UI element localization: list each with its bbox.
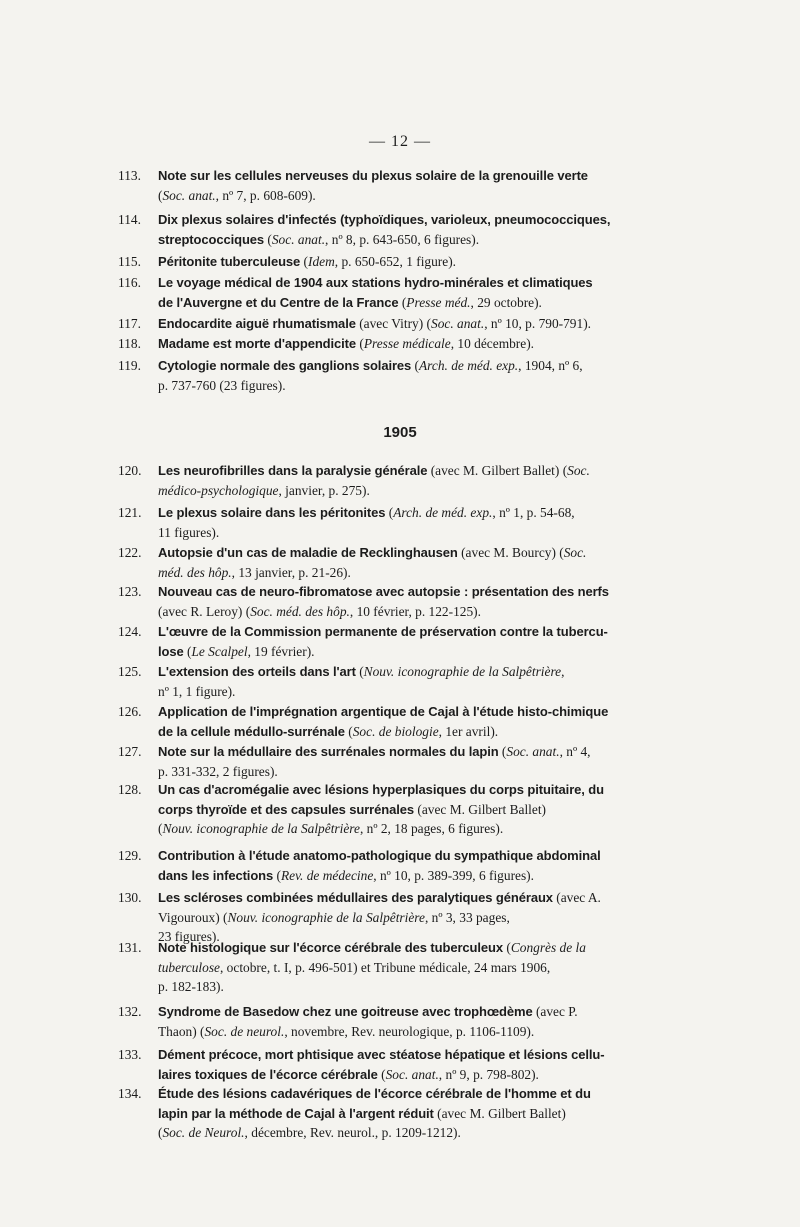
entry-title: Étude des lésions cadavériques de l'écorce cérébrale de l'homme et du (158, 1086, 591, 1101)
entry-line (118, 1084, 670, 1104)
entry-line (118, 230, 670, 250)
entry-title: lose (158, 643, 184, 659)
entry-source: (avec P. (532, 1004, 578, 1019)
entry-line (118, 461, 670, 481)
entry-line (118, 186, 670, 206)
entry-source: , 13 janvier, p. 21-26). (231, 564, 351, 580)
entry-number: 133. (118, 1047, 142, 1062)
entry-line (118, 762, 670, 782)
entry-number: 123. (118, 584, 142, 599)
entry-journal: Soc. (567, 463, 590, 478)
entry-source-prefix: ( (300, 254, 308, 269)
entry-line (118, 819, 670, 839)
entry-journal: Nouv. iconographie de la Salpêtrière (162, 821, 360, 836)
entry-source: , 10 février, p. 122-125). (349, 603, 481, 619)
entry-source: , 19 février). (247, 643, 315, 659)
entry-source: , 1er avril). (438, 723, 499, 739)
bibliography-entry (118, 166, 670, 205)
entry-source-prefix: (avec M. Gilbert Ballet) ( (427, 463, 568, 478)
entry-number: 119. (118, 358, 141, 373)
entry-title: Note sur les cellules nerveuses du plexus solaire de la grenouille verte (158, 168, 588, 183)
entry-journal: Rev. de médecine (280, 867, 374, 883)
page-number: — 12 — (369, 133, 431, 150)
entry-line (118, 866, 670, 886)
entry-source: p. 331-332, 2 figures). (158, 763, 278, 779)
entry-journal: Soc. de neurol. (204, 1023, 285, 1039)
entry-title: de la cellule médullo-surrénale (158, 723, 345, 739)
entry-journal: Soc. (563, 545, 587, 560)
entry-number: 132. (118, 1004, 142, 1019)
entry-title: Péritonite tuberculeuse (158, 254, 301, 269)
entry-title: Dix plexus solaires d'infectés (typhoïdiques, varioleux, pneumococciques, (158, 212, 611, 227)
entry-title: lapin par la méthode de Cajal à l'argent réduit (158, 1105, 434, 1121)
entry-source-prefix: ( (385, 505, 394, 520)
entry-line (118, 523, 670, 543)
entry-title: Dément précoce, mort phtisique avec stéatose hépatique et lésions cellu- (158, 1047, 605, 1062)
entry-source-prefix: ( (503, 940, 511, 955)
entry-title: Les scléroses combinées médullaires des paralytiques généraux (158, 890, 553, 905)
entry-line (118, 1045, 670, 1065)
entry-source: , 1904, nº 6, (518, 358, 583, 373)
bibliography-entry (118, 356, 670, 395)
entry-number: 130. (118, 890, 142, 905)
entry-title: Autopsie d'un cas de maladie de Recklinghausen (158, 545, 458, 560)
entry-source: , p. 650-652, 1 figure). (334, 254, 457, 269)
entry-title: Syndrome de Basedow chez une goitreuse avec trophœdème (158, 1004, 533, 1019)
entry-title: Les neurofibrilles dans la paralysie générale (158, 463, 428, 478)
entry-line (118, 1104, 670, 1124)
entry-title: Le voyage médical de 1904 aux stations hydro-minérales et climatiques (158, 275, 593, 290)
entry-line (118, 846, 670, 866)
bibliography-entry (118, 662, 670, 701)
entry-number: 127. (118, 744, 142, 759)
entry-line (118, 908, 670, 928)
bibliography-entry (118, 461, 670, 500)
entry-title: Note histologique sur l'écorce cérébrale des tuberculeux (158, 940, 503, 955)
bibliography-entry (118, 742, 670, 781)
entry-number: 114. (118, 212, 141, 227)
entry-journal: Presse méd. (406, 294, 471, 310)
entry-title: Le plexus solaire dans les péritonites (158, 505, 386, 520)
entry-source-prefix: ( (183, 643, 192, 659)
entry-line (118, 800, 670, 820)
entry-source: (avec M. Gilbert Ballet) (433, 1105, 566, 1121)
entry-line (118, 210, 670, 230)
entry-line (118, 780, 670, 800)
entry-source: , nº 7, p. 608-609). (215, 187, 316, 203)
entry-number: 128. (118, 782, 142, 797)
entry-source: p. 737-760 (23 figures). (158, 377, 286, 393)
entry-title: de l'Auvergne et du Centre de la France (158, 294, 399, 310)
entry-line (118, 662, 670, 682)
bibliography-entry (118, 334, 670, 354)
entry-line (118, 958, 670, 978)
bibliography-entry (118, 622, 670, 661)
bibliography-entry (118, 582, 670, 621)
entry-source: 23 figures). (158, 929, 220, 944)
entry-journal: Congrès de la (510, 940, 586, 955)
entry-journal: Nouv. iconographie de la Salpêtrière (363, 664, 562, 679)
entry-source-prefix: ( (377, 1066, 386, 1082)
bibliography-entry (118, 210, 670, 249)
entry-title: laires toxiques de l'écorce cérébrale (158, 1066, 378, 1082)
entry-source: , nº 2, 18 pages, 6 figures). (359, 821, 504, 836)
entry-source-prefix: ( (398, 294, 407, 310)
entry-line (118, 938, 670, 958)
entry-source-prefix: ( (356, 336, 364, 351)
entry-source-prefix: (avec Vitry) ( (355, 316, 432, 331)
entry-title: Contribution à l'étude anatomo-pathologique du sympathique abdominal (158, 848, 601, 863)
entry-journal: Le Scalpel (191, 643, 248, 659)
entry-title: Un cas d'acromégalie avec lésions hyperplasiques du corps pituitaire, du (158, 782, 604, 797)
entry-line (118, 314, 670, 334)
entry-number: 117. (118, 316, 141, 331)
entry-source: , nº 4, (559, 744, 591, 759)
entry-line (118, 273, 670, 293)
entry-source: , 29 octobre). (470, 294, 542, 310)
entry-line (118, 376, 670, 396)
entry-line (118, 582, 670, 602)
entry-source: nº 1, 1 figure). (158, 683, 236, 699)
entry-source-prefix: ( (411, 358, 419, 373)
bibliography-entry (118, 938, 670, 997)
entry-source-prefix: Vigouroux) ( (158, 909, 228, 925)
entry-journal: Arch. de méd. exp. (419, 358, 519, 373)
entry-journal: tuberculose (158, 959, 220, 975)
entry-journal: médico-psychologique (158, 482, 279, 498)
entry-source-prefix: Thaon) ( (158, 1023, 205, 1039)
entry-source: , nº 1, p. 54-68, (492, 505, 575, 520)
entry-line (118, 1002, 670, 1022)
entry-journal: Idem (308, 254, 335, 269)
entry-line (118, 543, 670, 563)
entry-title: Application de l'imprégnation argentique de Cajal à l'étude histo-chimique (158, 704, 609, 719)
entry-number: 122. (118, 545, 142, 560)
entry-source-prefix: (avec M. Bourcy) ( (457, 545, 564, 560)
entry-title: Cytologie normale des ganglions solaires (158, 358, 412, 373)
entry-line (118, 252, 670, 272)
entry-line (118, 334, 670, 354)
entry-title: L'œuvre de la Commission permanente de préservation contre la tubercu- (158, 624, 608, 639)
entry-source: , nº 9, p. 798-802). (438, 1066, 539, 1082)
entry-journal: Soc. anat. (385, 1066, 439, 1082)
entry-number: 116. (118, 275, 141, 290)
bibliography-entry (118, 1002, 670, 1041)
entry-journal: Soc. anat. (271, 231, 326, 247)
entry-source: , nº 10, p. 389-399, 6 figures). (373, 867, 534, 883)
entry-source: , 10 décembre). (450, 336, 535, 351)
entry-source: p. 182-183). (158, 979, 224, 994)
entry-title: Endocardite aiguë rhumatismale (158, 316, 356, 331)
entry-line (118, 293, 670, 313)
bibliography-entry (118, 702, 670, 741)
entry-source-prefix: ( (273, 867, 281, 883)
entry-journal: Soc. méd. des hôp. (250, 603, 350, 619)
bibliography-entry (118, 780, 670, 839)
entry-title: Note sur la médullaire des surrénales normales du lapin (158, 744, 499, 759)
entry-number: 121. (118, 505, 142, 520)
entry-line (118, 602, 670, 622)
entry-source: , nº 3, 33 pages, (424, 909, 510, 925)
entry-source: (avec M. Gilbert Ballet) (414, 801, 547, 817)
entry-journal: Presse médicale (363, 336, 451, 351)
entry-number: 131. (118, 940, 142, 955)
entry-journal: Soc. anat. (431, 316, 485, 331)
bibliography-entry (118, 846, 670, 885)
entry-journal: Soc. anat. (162, 187, 216, 203)
entry-number: 118. (118, 336, 141, 351)
bibliography-entry (118, 543, 670, 582)
entry-source: (avec A. (552, 890, 601, 905)
entry-title: Nouveau cas de neuro-fibromatose avec autopsie : présentation des nerfs (158, 584, 609, 599)
entry-line (118, 1022, 670, 1042)
entry-journal: Nouv. iconographie de la Salpêtrière (227, 909, 425, 925)
entry-number: 126. (118, 704, 142, 719)
entry-title: L'extension des orteils dans l'art (158, 664, 356, 679)
bibliography-entry (118, 273, 670, 312)
entry-line (118, 722, 670, 742)
bibliography-entry (118, 1045, 670, 1084)
entry-number: 124. (118, 624, 142, 639)
entry-source: , nº 10, p. 790-791). (484, 316, 592, 331)
entry-source-prefix: ( (158, 187, 163, 203)
entry-line (118, 742, 670, 762)
entry-line (118, 977, 670, 997)
bibliography-entry (118, 252, 670, 272)
entry-title: corps thyroïde et des capsules surrénales (158, 801, 415, 817)
entry-source-prefix: ( (158, 1125, 163, 1140)
entry-line (118, 702, 670, 722)
bibliography-entry (118, 1084, 670, 1143)
entry-source: , (561, 664, 565, 679)
entry-line (118, 481, 670, 501)
bibliography-entry (118, 314, 670, 334)
entry-journal: Soc. anat. (506, 744, 560, 759)
entry-line (118, 166, 670, 186)
entry-line (118, 356, 670, 376)
entry-journal: Soc. de Neurol. (162, 1125, 245, 1140)
entry-source-prefix: ( (344, 723, 353, 739)
entry-title: Madame est morte d'appendicite (158, 336, 357, 351)
entry-number: 120. (118, 463, 142, 478)
entry-source-prefix: ( (498, 744, 507, 759)
entry-journal: Arch. de méd. exp. (393, 505, 493, 520)
entry-number: 113. (118, 168, 141, 183)
entry-line (118, 563, 670, 583)
entry-source-prefix: ( (158, 821, 163, 836)
entry-number: 115. (118, 254, 141, 269)
entry-source: , nº 8, p. 643-650, 6 figures). (325, 231, 480, 247)
entry-number: 134. (118, 1086, 142, 1101)
entry-source: , janvier, p. 275). (278, 482, 370, 498)
entry-number: 125. (118, 664, 142, 679)
entry-source-prefix: ( (355, 664, 364, 679)
entry-line (118, 1065, 670, 1085)
entry-title: streptococciques (158, 231, 265, 247)
entry-title: dans les infections (158, 867, 274, 883)
entry-line (118, 642, 670, 662)
entry-source-prefix: (avec R. Leroy) ( (158, 603, 251, 619)
bibliography-entry (118, 503, 670, 542)
entry-source-prefix: ( (264, 231, 272, 247)
entry-line (118, 622, 670, 642)
entry-number: 129. (118, 848, 142, 863)
entry-line (118, 682, 670, 702)
entry-source: , décembre, Rev. neurol., p. 1209-1212). (244, 1125, 461, 1140)
entry-line (118, 503, 670, 523)
entry-journal: Soc. de biologie (352, 723, 439, 739)
entry-source: 11 figures). (158, 524, 220, 540)
entry-source: , novembre, Rev. neurologique, p. 1106-1109). (284, 1023, 535, 1039)
year-heading: 1905 (383, 424, 417, 441)
entry-journal: méd. des hôp. (158, 564, 232, 580)
entry-source: , octobre, t. I, p. 496-501) et Tribune médicale, 24 mars 1906, (219, 959, 551, 975)
entry-line (118, 1123, 670, 1143)
entry-line (118, 888, 670, 908)
